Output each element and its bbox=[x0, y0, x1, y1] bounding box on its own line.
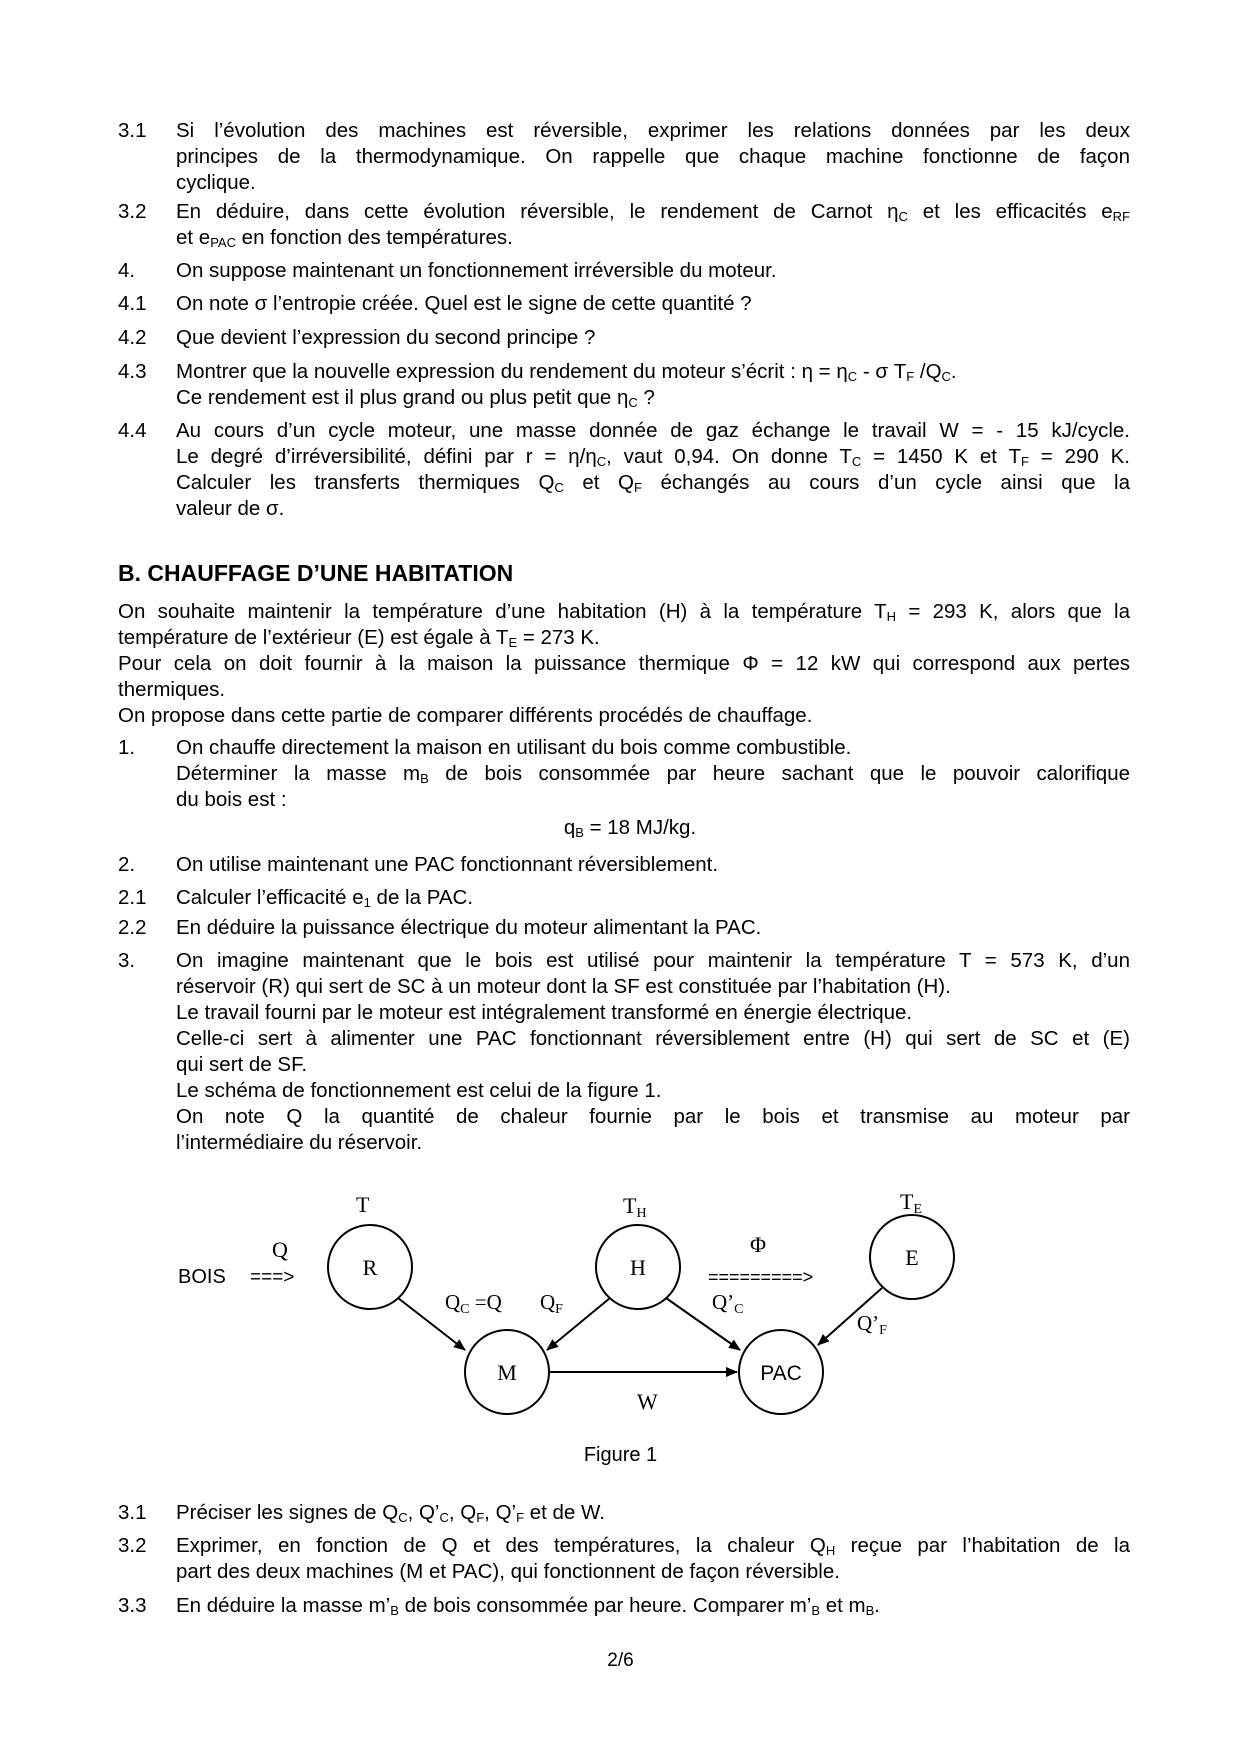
question-text-line: On utilise maintenant une PAC fonctionnant réversiblement. bbox=[176, 853, 719, 876]
subscript: C bbox=[398, 1510, 408, 1525]
label-qc bbox=[445, 1290, 502, 1317]
question-text-line bbox=[176, 1500, 1130, 1526]
subscript: B bbox=[575, 825, 584, 840]
text-run: = 273 K. bbox=[517, 626, 600, 649]
text-run: reçue par l’habitation de la bbox=[835, 1534, 1130, 1557]
subscript: F bbox=[516, 1510, 525, 1525]
label-phi-arrow: =========> bbox=[708, 1267, 814, 1287]
label-te bbox=[900, 1189, 922, 1217]
question-text-line: part des deux machines (M et PAC), qui fonctionnent de façon réversible. bbox=[176, 1560, 840, 1583]
question-text-line: On suppose maintenant un fonctionnement irréversible du moteur. bbox=[176, 259, 777, 282]
question-number: 3.1 bbox=[118, 1501, 147, 1524]
question-text-line bbox=[176, 385, 1130, 411]
question-text-line: Au cours d’un cycle moteur, une masse donnée de gaz échange le travail W = - 15 kJ/cycle. bbox=[176, 419, 1130, 442]
text-run: Déterminer la masse m bbox=[176, 762, 421, 785]
node-pac-label: PAC bbox=[760, 1362, 802, 1385]
section-title: B. CHAUFFAGE D’UNE HABITATION bbox=[118, 560, 514, 586]
text-run: et les efficacités e bbox=[907, 200, 1113, 223]
subscript: C bbox=[628, 395, 638, 410]
subscript: B bbox=[390, 1603, 399, 1618]
text-run: = 290 K. bbox=[1028, 445, 1130, 468]
paragraph-line bbox=[118, 599, 1130, 625]
text-run: de la PAC. bbox=[370, 886, 474, 909]
subscript: F bbox=[476, 1510, 485, 1525]
text-run: Montrer que la nouvelle expression du rendement du moteur s’écrit : η = η bbox=[176, 360, 848, 383]
text-run: q bbox=[563, 816, 576, 839]
subscript: E bbox=[508, 635, 518, 650]
question-text-line: Si l’évolution des machines est réversible, exprimer les relations données par les deux bbox=[176, 119, 1130, 142]
text-run: et Q bbox=[563, 471, 634, 494]
question-text-line: Le travail fourni par le moteur est intégralement transformé en énergie électrique. bbox=[176, 1001, 913, 1024]
subscript: C bbox=[847, 369, 858, 384]
question-text-line: du bois est : bbox=[176, 788, 287, 811]
question-number: 4.3 bbox=[118, 360, 147, 383]
subscript: B bbox=[811, 1603, 821, 1618]
question-text-line: Le schéma de fonctionnement est celui de la figure 1. bbox=[176, 1079, 662, 1102]
text-run: Calculer l’efficacité e bbox=[176, 886, 364, 909]
text-run: . bbox=[874, 1594, 880, 1617]
label-phi: Φ bbox=[750, 1232, 767, 1257]
label-qf bbox=[540, 1290, 563, 1317]
node-r-label: R bbox=[362, 1255, 378, 1280]
text-run: - σ T bbox=[857, 360, 907, 383]
text-run: =Q bbox=[469, 1290, 502, 1314]
label-q: Q bbox=[272, 1237, 288, 1262]
text-run: Q’ bbox=[712, 1290, 735, 1314]
subscript: F bbox=[879, 1323, 887, 1338]
subscript: B bbox=[420, 771, 429, 786]
node-h-label: H bbox=[630, 1255, 646, 1280]
question-text-line bbox=[176, 470, 1130, 496]
text-run: échangés au cours d’un cycle ainsi que la bbox=[641, 471, 1130, 494]
question-text-line bbox=[176, 885, 1130, 911]
text-run: En déduire, dans cette évolution réversible, le rendement de Carnot η bbox=[176, 200, 899, 223]
question-number: 4. bbox=[118, 259, 136, 282]
label-w: W bbox=[637, 1389, 658, 1414]
subscript: C bbox=[554, 480, 564, 495]
label-bois-arrow: ===> bbox=[250, 1267, 295, 1288]
figure-caption: Figure 1 bbox=[583, 1444, 658, 1466]
question-text-line: valeur de σ. bbox=[176, 497, 285, 520]
text-run: Q bbox=[445, 1290, 461, 1314]
question-text-line bbox=[176, 199, 1130, 225]
text-run: température de l’extérieur (E) est égale à T bbox=[118, 626, 509, 649]
question-number: 4.4 bbox=[118, 419, 147, 442]
subscript: F bbox=[1020, 454, 1029, 469]
question-text-line: cyclique. bbox=[176, 171, 256, 194]
text-run: Calculer les transferts thermiques Q bbox=[176, 471, 555, 494]
text-run: . bbox=[950, 360, 957, 383]
question-text-line: En déduire la puissance électrique du moteur alimentant la PAC. bbox=[176, 916, 762, 939]
subscript: RF bbox=[1112, 209, 1131, 224]
question-number: 4.2 bbox=[118, 326, 147, 349]
text-run: , Q’ bbox=[484, 1501, 517, 1524]
text-run: Ce rendement est il plus grand ou plus petit que η bbox=[176, 386, 629, 409]
subscript: C bbox=[941, 369, 951, 384]
text-run: de bois consommée par heure. Comparer m’ bbox=[398, 1594, 812, 1617]
question-number: 3. bbox=[118, 949, 136, 972]
text-run: T bbox=[623, 1193, 637, 1218]
page-number: 2/6 bbox=[607, 1650, 634, 1671]
intro-paragraph bbox=[118, 599, 1130, 729]
subscript: C bbox=[596, 454, 607, 469]
paragraph-line: thermiques. bbox=[118, 678, 226, 701]
subscript: C bbox=[851, 454, 862, 469]
text-run: de bois consommée par heure sachant que le pouvoir calorifique bbox=[428, 762, 1130, 785]
question-number: 1. bbox=[118, 736, 136, 759]
question-text-line bbox=[176, 444, 1130, 470]
text-run: en fonction des températures. bbox=[235, 226, 513, 249]
question-number: 3.2 bbox=[118, 200, 147, 223]
node-m-label: M bbox=[497, 1360, 517, 1385]
question-number: 3.2 bbox=[118, 1534, 147, 1557]
question-text-line: On imagine maintenant que le bois est utilisé pour maintenir la température T = 573 K, d’un bbox=[176, 949, 1130, 972]
question-text-line: On note Q la quantité de chaleur fournie par le bois et transmise au moteur par bbox=[176, 1105, 1130, 1128]
question-text-line: Que devient l’expression du second principe ? bbox=[176, 326, 596, 349]
question-number: 4.1 bbox=[118, 292, 147, 315]
text-run: Q’ bbox=[857, 1311, 880, 1335]
text-run: En déduire la masse m’ bbox=[176, 1594, 391, 1617]
label-qpf bbox=[857, 1311, 887, 1338]
subscript: C bbox=[439, 1510, 449, 1525]
text-run: , Q bbox=[448, 1501, 477, 1524]
paragraph-line: Pour cela on doit fournir à la maison la puissance thermique Φ = 12 kW qui correspond aux pertes bbox=[118, 652, 1130, 675]
label-qpc bbox=[712, 1290, 744, 1317]
label-bois: BOIS bbox=[178, 1266, 226, 1288]
subscript: PAC bbox=[210, 235, 236, 250]
figure-1-diagram bbox=[160, 1182, 1160, 1432]
question-text-line: On note σ l’entropie créée. Quel est le signe de cette quantité ? bbox=[176, 292, 752, 315]
formula-calorific-value bbox=[400, 815, 860, 841]
subscript: B bbox=[865, 1603, 875, 1618]
subscript: E bbox=[913, 1202, 923, 1217]
text-run: , vaut 0,94. On donne T bbox=[606, 445, 852, 468]
subscript: C bbox=[460, 1302, 470, 1317]
text-run: = 293 K, alors que la bbox=[896, 600, 1131, 623]
question-number: 2.1 bbox=[118, 886, 147, 909]
subscript: 1 bbox=[363, 895, 371, 910]
question-number: 2.2 bbox=[118, 916, 147, 939]
question-text-line bbox=[176, 225, 1130, 251]
text-run: et e bbox=[176, 226, 211, 249]
subscript: H bbox=[825, 1543, 836, 1558]
text-run: ? bbox=[637, 386, 655, 409]
node-e-label: E bbox=[905, 1245, 919, 1270]
text-run: /Q bbox=[914, 360, 942, 383]
label-th bbox=[623, 1193, 647, 1221]
text-run: Exprimer, en fonction de Q et des températures, la chaleur Q bbox=[176, 1534, 826, 1557]
question-text-line: principes de la thermodynamique. On rappelle que chaque machine fonctionne de façon bbox=[176, 145, 1130, 168]
text-run: et de W. bbox=[524, 1501, 605, 1524]
question-text-line: On chauffe directement la maison en utilisant du bois comme combustible. bbox=[176, 736, 852, 759]
question-text-line: Celle-ci sert à alimenter une PAC fonctionnant réversiblement entre (H) qui sert de SC et (E) bbox=[176, 1027, 1130, 1050]
question-text-line bbox=[176, 359, 1130, 385]
subscript: C bbox=[898, 209, 908, 224]
text-run: Le degré d’irréversibilité, défini par r = η/η bbox=[176, 445, 597, 468]
subscript: F bbox=[633, 480, 642, 495]
question-text-line: qui sert de SF. bbox=[176, 1053, 308, 1076]
text-run: Préciser les signes de Q bbox=[176, 1501, 399, 1524]
paragraph-line bbox=[118, 625, 1130, 651]
question-text-line: réservoir (R) qui sert de SC à un moteur dont la SF est constituée par l’habitation (H). bbox=[176, 975, 951, 998]
text-run: Q bbox=[540, 1290, 556, 1314]
question-text-line bbox=[176, 761, 1130, 787]
paragraph-line: On propose dans cette partie de comparer différents procédés de chauffage. bbox=[118, 704, 813, 727]
question-number: 3.3 bbox=[118, 1594, 147, 1617]
subscript: F bbox=[906, 369, 915, 384]
label-t: T bbox=[356, 1192, 370, 1217]
text-run: On souhaite maintenir la température d’une habitation (H) à la température T bbox=[118, 600, 887, 623]
text-run: T bbox=[900, 1189, 914, 1214]
text-run: , Q’ bbox=[407, 1501, 440, 1524]
question-number: 2. bbox=[118, 853, 136, 876]
question-text-line: l’intermédiaire du réservoir. bbox=[176, 1131, 423, 1154]
question-text-line bbox=[176, 1593, 1130, 1619]
subscript: F bbox=[555, 1302, 563, 1317]
text-run: = 18 MJ/kg. bbox=[583, 816, 697, 839]
subscript: H bbox=[636, 1206, 647, 1221]
subscript: C bbox=[734, 1302, 744, 1317]
text-run: et m bbox=[820, 1594, 866, 1617]
text-run: = 1450 K et T bbox=[861, 445, 1021, 468]
subscript: H bbox=[886, 609, 897, 624]
question-number: 3.1 bbox=[118, 119, 147, 142]
question-text-line bbox=[176, 1533, 1130, 1559]
